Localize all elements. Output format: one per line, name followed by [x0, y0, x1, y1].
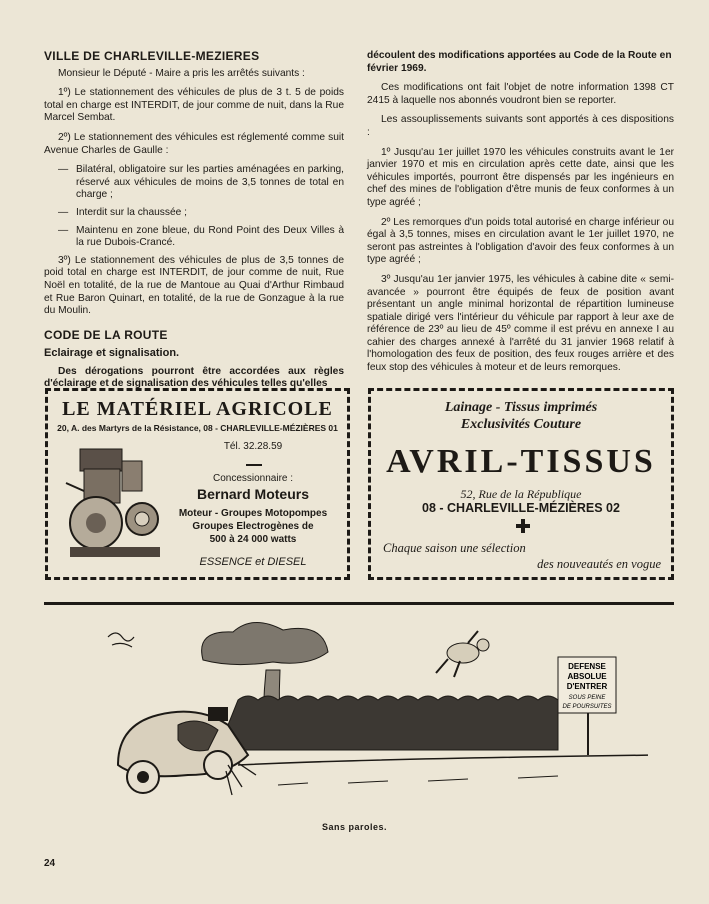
product-line-1: Moteur - Groupes Motopompes: [178, 508, 328, 519]
intro-paragraph: Monsieur le Député - Maire a pris les arrêtés suivants :: [58, 67, 305, 79]
continuation-paragraph: découlent des modifications apportées au Code de la Route en février 1969.: [367, 50, 672, 74]
heading-ville: VILLE DE CHARLEVILLE-MEZIERES: [44, 49, 260, 63]
car-hubcap: [137, 771, 149, 783]
paragraph-3: 3º) Le stationnement des véhicules de plus de 3,5 tonnes de poid total en charge est INTERDIT, de jour comme de nuit, Rue Noël en totalité, de la rue de Mantoue au Quai d'Arthur Rimbaud et Rue Baron Quinart, en totalité, de la rue de Gonzague à la rue du Moulin.: [44, 254, 344, 317]
horizontal-rule: [44, 602, 674, 605]
ad-dealer-label: Concessionnaire :: [212, 473, 294, 484]
right-column: [367, 50, 674, 382]
road-edge: [238, 755, 648, 765]
product-line-3: 500 à 24 000 watts: [209, 534, 297, 545]
subheading-eclairage: Eclairage et signalisation.: [44, 347, 180, 360]
store-city: 08 - CHARLEVILLE-MÉZIÈRES 02: [422, 501, 620, 515]
dash-text-3: Maintenu en zone bleue, du Rond Point des Deux Villes à la rue Dubois-Crancé.: [76, 224, 344, 249]
store-street: 52, Rue de la République: [460, 487, 582, 501]
engine-illustration: [62, 443, 172, 568]
running-man-head: [477, 639, 489, 651]
ad-address: 20, A. des Martyrs de la Résistance, 08 - CHARLEVILLE-MÉZIÈRES 01: [57, 423, 338, 433]
page-number: 24: [44, 858, 56, 869]
sign-line-2: ABSOLUE: [567, 672, 607, 681]
right-paragraph-4: 2º Les remorques d'un poids total autorisé en charge inférieur ou égal à 3,5 tonnes, mises en circulation avant le 1er juillet 1970, ne seront pas astreintes à l'obligation d'avoir des feux conformes à un type agréé ;: [367, 216, 674, 266]
tree-crown: [202, 622, 328, 664]
motion-lines: [226, 763, 256, 795]
store-name: AVRIL-TISSUS: [386, 443, 656, 480]
slogan-2: des nouveautés en vogue: [537, 557, 661, 571]
dash-mark: —: [58, 164, 69, 176]
dash-mark: —: [58, 206, 69, 218]
tagline-2: Exclusivités Couture: [460, 417, 582, 432]
cartoon-caption: Sans paroles.: [321, 822, 388, 832]
running-man-body: [447, 643, 479, 663]
ad-tagline: [371, 399, 671, 433]
slogan-1: Chaque saison une sélection: [383, 541, 526, 555]
right-paragraph-5: 3º Jusqu'au 1er janvier 1975, les véhicules à cabine dite « semi-avancée » pourront être équipés de feux de position avant présentant un angle minimal horizontal de répartition lumineuse spatiale dirigé vers l'intérieur du véhicule par rapport à leur axe de référence de 23º au lieu de 45º comme il est prévu en annexe I au cahier des charges annexé à l'arrêté du 31 janvier 1968 relatif à l'homologation des feux de position, des feux rouges arrière et des feux stop des véhicules à moteur et de leurs remorques.: [367, 273, 674, 374]
paragraph-4: Des dérogations pourront être accordées aux règles d'éclairage et de signalisation des véhicules telles qu'elles: [44, 365, 344, 390]
car-wheel-rear: [204, 751, 232, 779]
paragraph-2: 2º) Le stationnement des véhicules est réglementé comme suit Avenue Charles de Gaulle :: [44, 131, 344, 156]
dash-text-2: Interdit sur la chaussée ;: [76, 206, 187, 218]
dash-text-1: Bilatéral, obligatoire sur les parties aménagées en parking, réservé aux véhicules de moins de 3,5 tonnes de total en charge ;: [76, 164, 344, 201]
sign-line-1: DEFENSE: [568, 662, 606, 671]
ad-brand: Bernard Moteurs: [196, 486, 310, 502]
ad-phone: Tél. 32.28.59: [223, 441, 283, 452]
divider: [246, 464, 262, 466]
ad-title: LE MATÉRIEL AGRICOLE: [62, 398, 333, 420]
ad-avril-tissus: [368, 388, 674, 580]
left-column: [44, 50, 344, 398]
ad-products: [168, 507, 338, 546]
dash-item-1: [58, 164, 344, 202]
right-paragraph-3: 1º Jusqu'au 1er juillet 1970 les véhicules construits avant le 1er janvier 1970 et mis en circulation après cette date, ainsi que les véhicules importés, pourront être dispensés par les ingénieurs en chef des mines de l'obligation d'être munis de feux conformes à un type agréé ;: [367, 146, 674, 208]
road-marks: [278, 776, 558, 785]
cross-icon: [516, 519, 530, 533]
product-line-2: Groupes Electrogènes de: [192, 521, 314, 532]
hedge: [218, 696, 558, 750]
ad-fuel: ESSENCE et DIESEL: [199, 556, 307, 568]
sign-line-5: DE POURSUITES: [562, 704, 612, 710]
tagline-1: Lainage - Tissus imprimés: [444, 400, 598, 415]
signature-scribble: [108, 633, 134, 647]
luggage: [208, 707, 228, 721]
heading-code-route: CODE DE LA ROUTE: [44, 327, 168, 342]
paragraph-1: 1º) Le stationnement des véhicules de plus de 3 t. 5 de poids total en charge est INTERDIT, de jour comme de nuit, dans la Rue Marcel Sembat.: [44, 87, 344, 124]
dash-item-3: [58, 225, 344, 250]
dash-mark: —: [58, 224, 69, 236]
ad-materiel-agricole: [45, 388, 350, 580]
right-paragraph-2: Les assouplissements suivants sont apportés à ces dispositions :: [367, 114, 674, 138]
sign-line-4: SOUS PEINE: [568, 695, 606, 701]
dash-item-2: [58, 207, 344, 220]
cartoon-illustration: [88, 615, 648, 815]
sign-line-3: D'ENTRER: [566, 682, 608, 691]
right-paragraph-1: Ces modifications ont fait l'objet de notre information 1398 CT 2415 à laquelle nos abonnés voudront bien se reporter.: [367, 82, 674, 106]
